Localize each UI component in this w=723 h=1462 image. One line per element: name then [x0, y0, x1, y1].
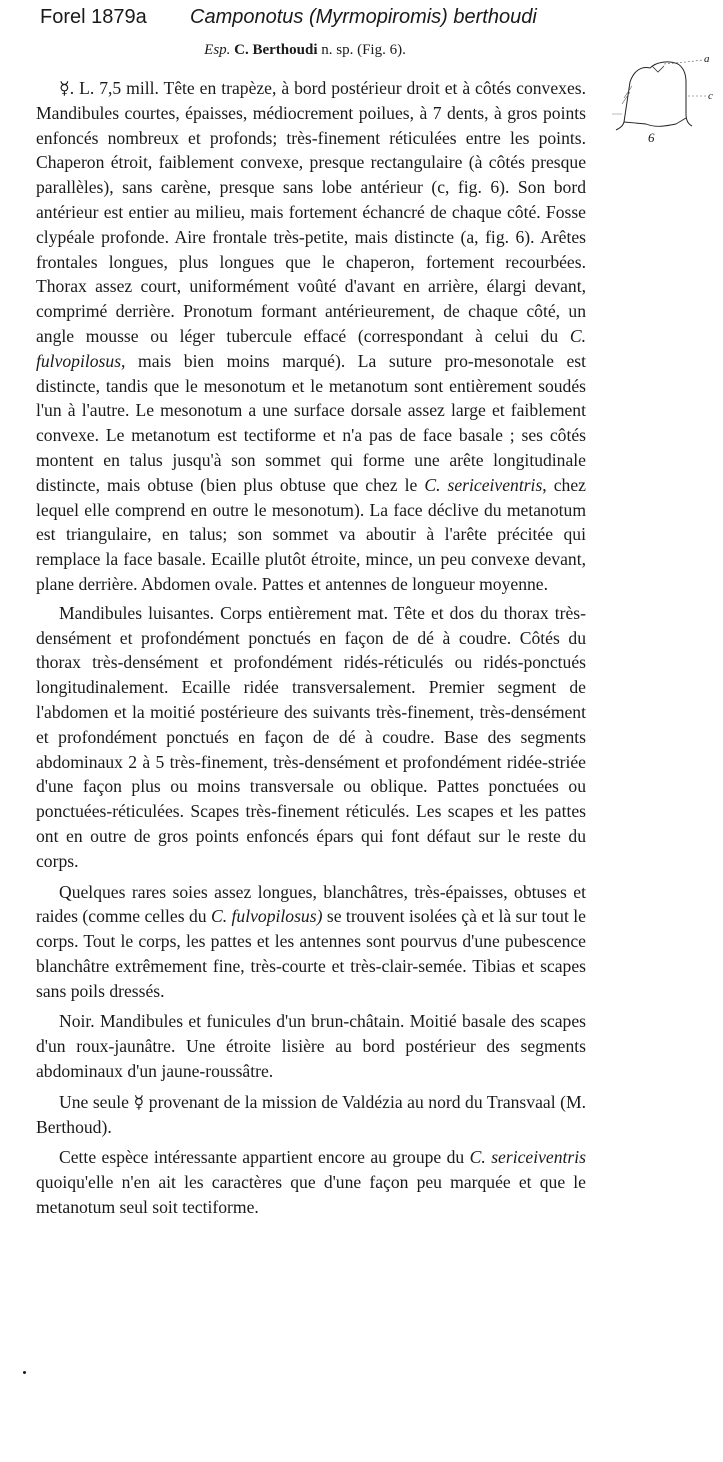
- figure-number: 6: [648, 130, 655, 145]
- paragraph-text: Mandibules luisantes. Corps entièrement mat. Tête et dos du thorax très-densément et profondément ponctués en façon de dé à coudre. Côtés du thorax très-densément et profondément ridés-réticulés ou ridés-ponctués longitudinalement. Ecaille ridée transversalement. Premier segment de l'abdomen et la moitié postérieure des suivants très-finement, très-densément et profondément ponctués en façon de dé à coudre. Base des segments abdominaux 2 à 5 très-finement, très-densément et profondément ridée-striée d'une façon plus ou moins transversale ou oblique. Pattes ponctuées ou ponctuées-réticulées. Scapes très-finement réticulés. Les scapes et les pattes ont en outre de gros points enfoncés épars qui font défaut sur le reste du corps.: [36, 602, 586, 871]
- paragraph-text: se trouvent isolées çà et là sur tout le corps. Tout le corps, les pattes et les antennes sont pourvus d'une pubescence blanchâtre extrêmement fine, très-courte et très-clair-semée. Tibias et scapes sans poils dressés.: [36, 906, 586, 1001]
- paragraph-color: [36, 1009, 586, 1083]
- paragraph-morphology: [36, 76, 586, 597]
- paragraph-text: , chez lequel elle comprend en outre le mesonotum). La face déclive du metanotum est triangulaire, en talus; son sommet va aboutir à l'arête précitée qui remplace la face basale. Ecaille plutôt étroite, mince, un peu convexe devant, plane derrière. Abdomen ovale. Pattes et antennes de longueur moyenne.: [36, 474, 586, 594]
- paragraph-text: ☿. L. 7,5 mill. Tête en trapèze, à bord postérieur droit et à côtés convexes. Mandibules courtes, épaisses, médiocrement poilues, à 7 dents, à gros points enfoncés nombreux et profonds; très-finement réticulées entre les points. Chaperon étroit, faiblement convexe, presque rectangulaire (à côtés presque parallèles), sans carène, presque sans lobe antérieur (c, fig. 6). Son bord antérieur est entier au milieu, mais fortement échancré de chaque côté. Fosse clypéale profonde. Aire frontale très-petite, mais distincte (a, fig. 6). Arêtes frontales longues, plus longues que le chaperon, fortement recourbées. Thorax assez court, uniformément voûté d'avant en arrière, élargi devant, comprimé derrière. Pronotum formant antérieurement, de chaque côté, un angle mousse ou léger tubercule effacé (correspondant à celui du: [36, 78, 586, 346]
- paragraph-locality: [36, 1090, 586, 1140]
- head-figure: [606, 52, 718, 146]
- italic-taxon: C. fulvopilosus): [210, 906, 323, 927]
- margin-mark: [23, 1371, 26, 1374]
- italic-taxon: C. fulvopilosus: [36, 325, 586, 371]
- esp-label: Esp.: [204, 42, 231, 58]
- species-heading: [0, 38, 610, 62]
- description-body: [36, 76, 586, 1226]
- species-heading-rest: n. sp. (Fig. 6).: [321, 42, 406, 58]
- paragraph-text: , mais bien moins marqué). La suture pro-mesonotale est distincte, tandis que le mesonotum et le metanotum sont entièrement soudés l'un à l'autre. Le mesonotum a une surface dorsale assez large et faiblement convexe. Le metanotum est tectiforme et n'a pas de face basale ; ses côtés montent en talus jusqu'à son sommet qui forme une arête longitudinale distincte, mais obtuse (bien plus obtuse que chez le: [36, 350, 586, 495]
- paragraph-pilosity: [36, 880, 586, 1004]
- paragraph-text: quoiqu'elle n'en ait les caractères que d'une façon peu marquée et que le metanotum seul soit tectiforme.: [36, 1172, 586, 1218]
- figure-label-c: c: [708, 90, 713, 102]
- paragraph-text: Une seule ☿ provenant de la mission de Valdézia au nord du Transvaal (M. Berthoud).: [36, 1091, 586, 1137]
- paragraph-text: Noir. Mandibules et funicules d'un brun-châtain. Moitié basale des scapes d'un roux-jaunâtre. Une étroite lisière au bord postérieur des segments abdominaux d'un jaune-roussâtre.: [36, 1011, 586, 1082]
- taxon-title: Camponotus (Myrmopiromis) berthoudi: [190, 6, 537, 28]
- clypeus-sketch: [606, 52, 718, 146]
- paragraph-text: Quelques rares soies assez longues, blanchâtres, très-épaisses, obtuses et raides (comme celles du: [36, 881, 586, 927]
- italic-taxon: C. sericeiventris: [469, 1147, 586, 1168]
- paragraph-sculpture: [36, 601, 586, 874]
- figure-label-a: a: [704, 53, 710, 65]
- page-header: [0, 0, 723, 34]
- paragraph-affinity: [36, 1145, 586, 1219]
- citation-label: Forel 1879a: [40, 6, 147, 28]
- italic-taxon: C. sericeiventris: [424, 474, 543, 495]
- species-name: C. Berthoudi: [234, 42, 318, 58]
- paragraph-text: Cette espèce intéressante appartient encore au groupe du: [59, 1147, 465, 1168]
